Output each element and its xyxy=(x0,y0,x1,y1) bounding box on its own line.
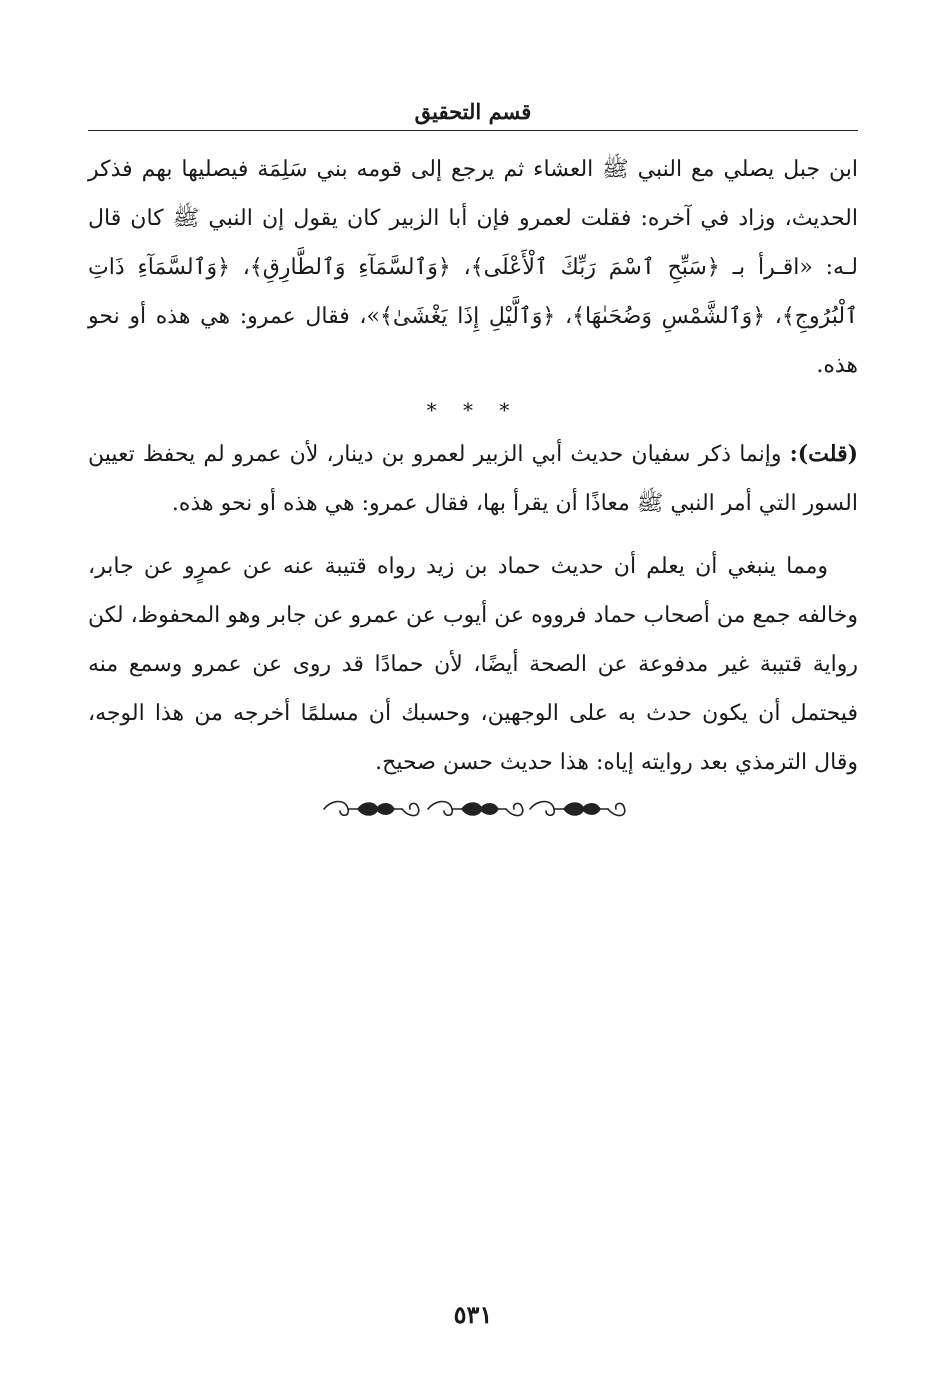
paragraph-gap xyxy=(88,528,858,542)
paragraph-3: ومما ينبغي أن يعلم أن حديث حماد بن زيد رواه قتيبة عنه عن عمرٍو عن جابر، وخالفه جمع من أصحاب حماد فرووه عن أيوب عن عمرو عن جابر وهو المحفوظ، لكن رواية قتيبة غير مدفوعة عن الصحة أيضًا، لأن حمادًا قد روى عن عمرو وسمع منه فيحتمل أن يكون حدث به على الوجهين، وحسبك أن مسلمًا أخرجه من هذا الوجه، وقال الترمذي بعد روايته إياه: هذا حديث حسن صحيح. xyxy=(88,554,859,775)
section-separator-stars: * * * xyxy=(426,398,520,422)
paragraph-1: ابن جبل يصلي مع النبي ﷺ العشاء ثم يرجع إلى قومه بني سَلِمَة فيصليها بهم فذكر الحديث، وزاد في آخره: فقلت لعمرو فإن أبا الزبير كان يقول إن النبي ﷺ كان قال لـه: «اقـرأ بـ ﴿سَبِّحِ ٱسْمَ رَبِّكَ ٱلْأَعْلَى﴾، ﴿وَٱلسَّمَآءِ وَٱلطَّارِقِ﴾، ﴿وَٱلسَّمَآءِ ذَاتِ ٱلْبُرُوجِ﴾، ﴿وَٱلشَّمْسِ وَضُحَىٰهَا﴾، ﴿وَٱلَّيْلِ إِذَا يَغْشَىٰ﴾»، فقال عمرو: هي هذه أو نحو هذه. xyxy=(88,157,858,378)
running-head: قسم التحقيق xyxy=(414,99,532,124)
vine-ornament-icon xyxy=(88,795,858,823)
paragraph-2-lead: (قلت): xyxy=(789,441,858,467)
paragraph-2 xyxy=(88,430,858,528)
paragraph-2-body: وإنما ذكر سفيان حديث أبي الزبير لعمرو بن دينار، لأن عمرو لم يحفظ تعيين السور التي أمر النبي ﷺ معاذًا أن يقرأ بها، فقال عمرو: هي هذه أو نحو هذه. xyxy=(88,442,858,516)
page-body xyxy=(88,96,858,823)
header-rule xyxy=(88,130,858,131)
page-number: ٥٣١ xyxy=(453,1300,493,1329)
